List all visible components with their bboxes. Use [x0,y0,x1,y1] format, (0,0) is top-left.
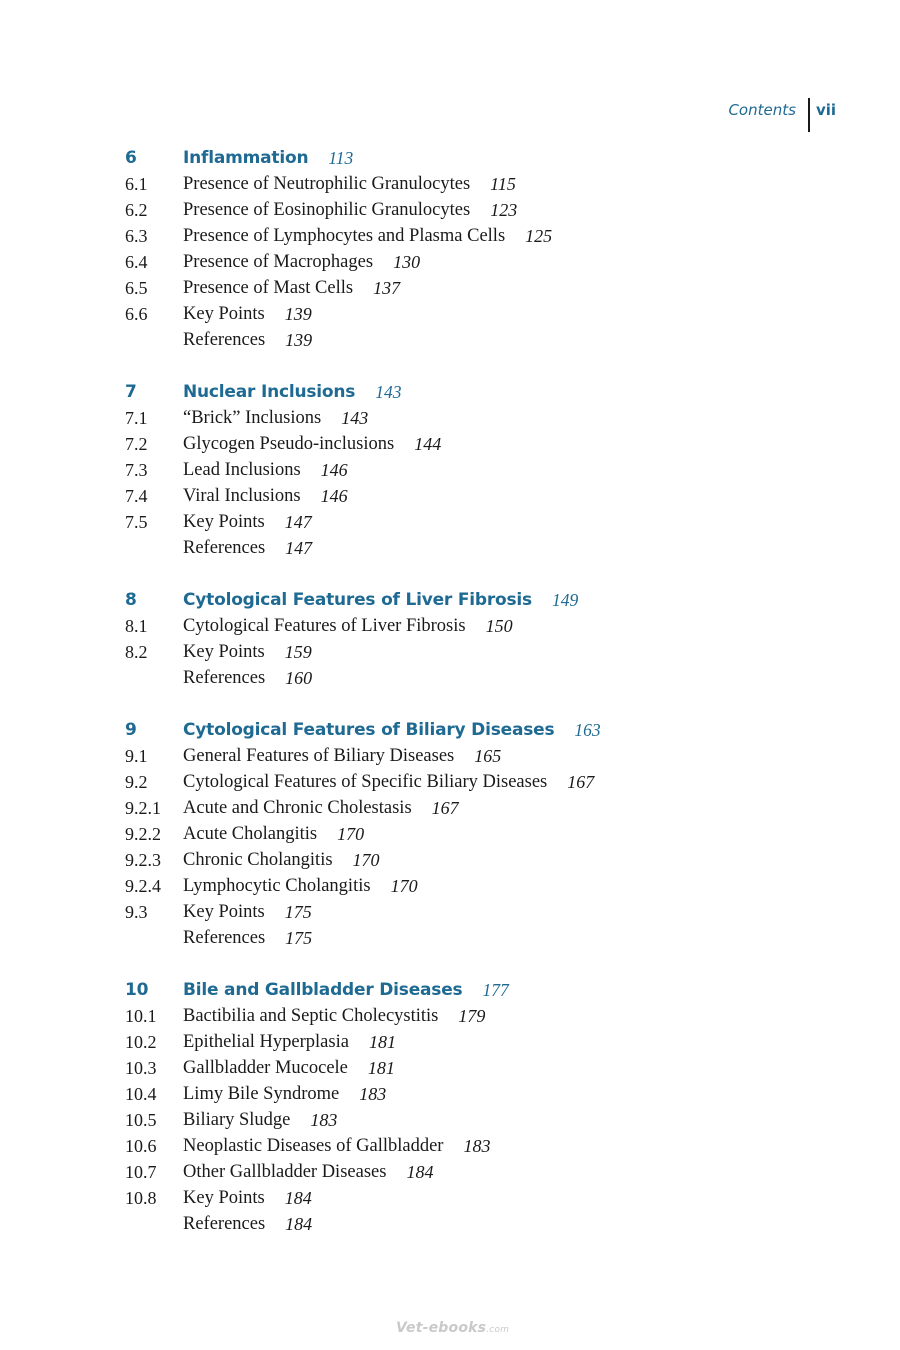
section-title: Lead Inclusions [183,460,301,480]
page-number: vii [815,101,836,119]
section-page: 115 [490,174,516,194]
chapter-title: Cytological Features of Liver Fibrosis [183,590,532,610]
section-title: Presence of Eosinophilic Granulocytes [183,200,471,220]
section-title: References [183,668,266,688]
section-number: 10.7 [125,1162,157,1182]
section-number: 9.2.4 [125,876,161,896]
toc-entry[interactable] [125,301,825,327]
toc-entry[interactable] [125,1055,825,1081]
section-page: 170 [352,850,380,870]
section-title: References [183,538,266,558]
toc-entry[interactable] [125,1107,825,1133]
section-title: Other Gallbladder Diseases [183,1162,387,1182]
toc-entry[interactable] [125,1003,825,1029]
section-number [125,327,183,353]
chapter-number: 8 [125,590,137,610]
section-title: Acute and Chronic Cholestasis [183,798,412,818]
section-page: 147 [284,512,312,532]
section-title: Presence of Lymphocytes and Plasma Cells [183,226,506,246]
section-page: 167 [431,798,459,818]
section-number [125,665,183,691]
toc-entry[interactable] [125,743,825,769]
section-number: 10.4 [125,1084,157,1104]
section-page: 175 [284,902,312,922]
chapter-heading[interactable] [125,977,825,1003]
chapter-number: 7 [125,382,137,402]
section-number: 6.1 [125,174,148,194]
chapter-title: Inflammation [183,148,309,168]
section-number: 9.2.3 [125,850,161,870]
section-number: 10.1 [125,1006,157,1026]
section-number: 6.3 [125,226,148,246]
section-number: 9.2.2 [125,824,161,844]
section-title: Key Points [183,304,265,324]
section-title: Presence of Neutrophilic Granulocytes [183,174,471,194]
watermark-text: Vet-ebooks [396,1320,487,1336]
chapter-block [125,717,825,951]
section-number: 7.1 [125,408,148,428]
section-number: 9.2.1 [125,798,161,818]
section-number: 7.5 [125,512,148,532]
section-page: 165 [474,746,502,766]
section-title: Epithelial Hyperplasia [183,1032,349,1052]
section-number [125,925,183,951]
section-number: 9.1 [125,746,148,766]
chapter-page: 177 [482,980,509,1000]
toc-entry[interactable] [125,613,825,639]
toc-entry[interactable] [125,1185,825,1211]
section-page: 183 [310,1110,338,1130]
chapter-page: 163 [574,720,601,740]
section-number: 8.1 [125,616,148,636]
section-page: 150 [485,616,513,636]
section-page: 167 [567,772,595,792]
table-of-contents [125,145,825,1263]
toc-entry[interactable] [125,509,825,535]
chapter-page: 143 [375,382,402,402]
section-page: 170 [390,876,418,896]
section-title: References [183,1214,266,1234]
watermark-suffix: .com [486,1325,510,1335]
chapter-block [125,587,825,691]
toc-entry[interactable] [125,483,825,509]
section-title: Key Points [183,902,265,922]
toc-entry[interactable] [125,821,825,847]
toc-entry[interactable] [125,1081,825,1107]
watermark-logo [396,1320,509,1336]
chapter-page: 113 [328,148,354,168]
toc-entry[interactable] [125,925,825,951]
chapter-title: Cytological Features of Biliary Diseases [183,720,555,740]
section-page: 144 [414,434,442,454]
section-page: 147 [285,538,313,558]
chapter-number: 9 [125,720,137,740]
running-head [728,98,836,134]
section-title: Neoplastic Diseases of Gallbladder [183,1136,444,1156]
section-title: References [183,928,266,948]
chapter-block [125,977,825,1237]
section-number: 7.2 [125,434,148,454]
section-page: 125 [525,226,553,246]
toc-entry[interactable] [125,249,825,275]
section-title: Key Points [183,1188,265,1208]
section-page: 139 [284,304,312,324]
chapter-block [125,379,825,561]
section-title: References [183,330,266,350]
toc-entry[interactable] [125,171,825,197]
section-number: 6.6 [125,304,148,324]
section-title: Key Points [183,512,265,532]
section-number [125,1211,183,1237]
section-page: 130 [393,252,421,272]
chapter-heading[interactable] [125,587,825,613]
section-title: Gallbladder Mucocele [183,1058,348,1078]
section-number [125,535,183,561]
section-title: Viral Inclusions [183,486,301,506]
section-number: 6.2 [125,200,148,220]
section-page: 179 [458,1006,486,1026]
section-number: 10.6 [125,1136,157,1156]
section-number: 7.3 [125,460,148,480]
section-page: 137 [373,278,401,298]
toc-entry[interactable] [125,1029,825,1055]
section-page: 170 [337,824,365,844]
chapter-number: 6 [125,148,137,168]
toc-entry[interactable] [125,535,825,561]
section-page: 183 [463,1136,491,1156]
toc-entry[interactable] [125,327,825,353]
toc-entry[interactable] [125,899,825,925]
section-number: 10.2 [125,1032,157,1052]
section-page: 183 [359,1084,387,1104]
toc-entry[interactable] [125,275,825,301]
section-page: 184 [284,1188,312,1208]
section-page: 184 [285,1214,313,1234]
section-number: 10.5 [125,1110,157,1130]
section-page: 181 [367,1058,395,1078]
section-title: Presence of Mast Cells [183,278,354,298]
section-page: 146 [320,460,348,480]
section-page: 146 [320,486,348,506]
section-page: 123 [490,200,518,220]
toc-entry[interactable] [125,223,825,249]
section-page: 184 [406,1162,434,1182]
section-title: Limy Bile Syndrome [183,1084,340,1104]
section-title: Lymphocytic Cholangitis [183,876,371,896]
toc-entry[interactable] [125,847,825,873]
section-number: 6.5 [125,278,148,298]
section-number: 9.3 [125,902,148,922]
toc-entry[interactable] [125,769,825,795]
section-number: 8.2 [125,642,148,662]
section-title: Cytological Features of Specific Biliary Diseases [183,772,548,792]
section-number: 9.2 [125,772,148,792]
chapter-heading[interactable] [125,145,825,171]
section-number: 10.3 [125,1058,157,1078]
section-page: 143 [341,408,369,428]
section-title: Acute Cholangitis [183,824,318,844]
chapter-title: Nuclear Inclusions [183,382,356,402]
chapter-number: 10 [125,980,149,1000]
section-number: 10.8 [125,1188,157,1208]
chapter-heading[interactable] [125,717,825,743]
section-title: Presence of Macrophages [183,252,374,272]
toc-entry[interactable] [125,1211,825,1237]
section-number: 6.4 [125,252,148,272]
section-page: 160 [285,668,313,688]
section-title: “Brick” Inclusions [183,408,322,428]
section-page: 159 [284,642,312,662]
toc-entry[interactable] [125,457,825,483]
section-number: 7.4 [125,486,148,506]
running-head-title: Contents [728,101,796,119]
toc-entry[interactable] [125,431,825,457]
section-page: 175 [285,928,313,948]
section-title: Biliary Sludge [183,1110,291,1130]
chapter-page: 149 [551,590,579,610]
toc-entry[interactable] [125,665,825,691]
toc-entry[interactable] [125,405,825,431]
section-title: Cytological Features of Liver Fibrosis [183,616,466,636]
chapter-block [125,145,825,353]
toc-entry[interactable] [125,197,825,223]
section-title: Bactibilia and Septic Cholecystitis [183,1006,439,1026]
toc-entry[interactable] [125,1133,825,1159]
chapter-heading[interactable] [125,379,825,405]
chapter-title: Bile and Gallbladder Diseases [183,980,463,1000]
section-title: Chronic Cholangitis [183,850,333,870]
toc-entry[interactable] [125,639,825,665]
section-title: Key Points [183,642,265,662]
section-page: 139 [285,330,313,350]
section-title: Glycogen Pseudo-inclusions [183,434,395,454]
toc-entry[interactable] [125,873,825,899]
section-title: General Features of Biliary Diseases [183,746,455,766]
section-page: 181 [368,1032,396,1052]
toc-entry[interactable] [125,1159,825,1185]
toc-entry[interactable] [125,795,825,821]
